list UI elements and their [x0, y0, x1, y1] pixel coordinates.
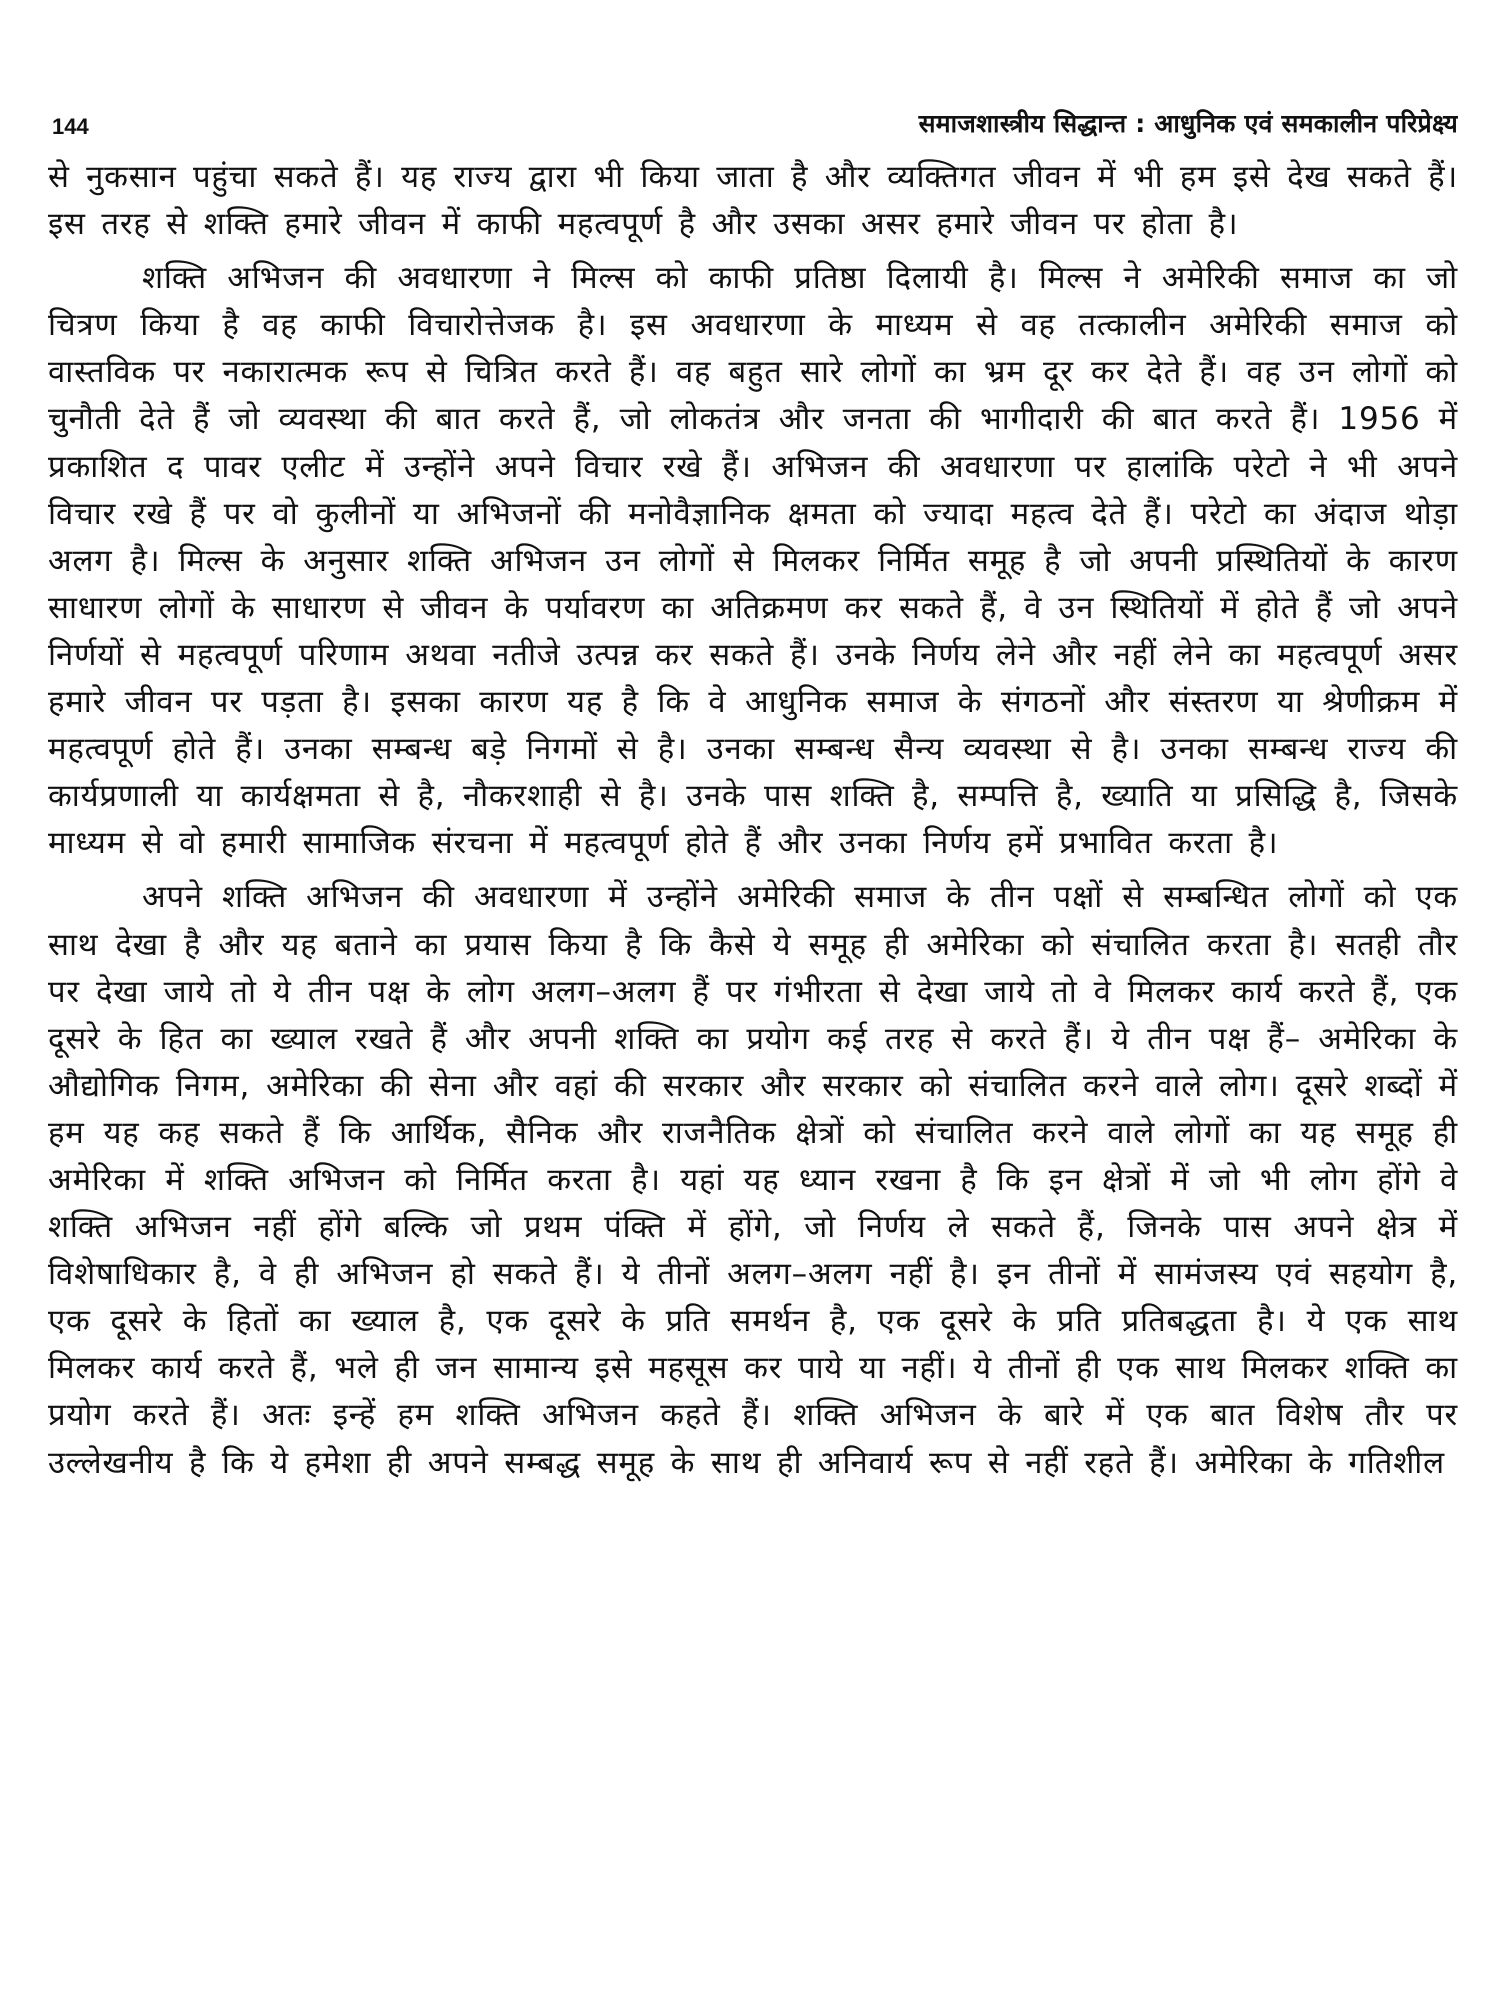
body-text	[48, 154, 1458, 1487]
paragraph-power-elite-concept: शक्ति अभिजन की अवधारणा ने मिल्स को काफी प्रतिष्ठा दिलायी है। मिल्स ने अमेरिकी समाज का जो चित्रण किया है वह काफी विचारोत्तेजक है। इस अवधारणा के माध्यम से वह तत्कालीन अमेरिकी समाज को वास्तविक पर नकारात्मक रूप से चित्रित करते हैं। वह बहुत सारे लोगों का भ्रम दूर कर देते हैं। वह उन लोगों को चुनौती देते हैं जो व्यवस्था की बात करते हैं, जो लोकतंत्र और जनता की भागीदारी की बात करते हैं। 1956 में प्रकाशित द पावर एलीट में उन्होंने अपने विचार रखे हैं। अभिजन की अवधारणा पर हालांकि परेटो ने भी अपने विचार रखे हैं पर वो कुलीनों या अभिजनों की मनोवैज्ञानिक क्षमता को ज्यादा महत्व देते हैं। परेटो का अंदाज थोड़ा अलग है। मिल्स के अनुसार शक्ति अभिजन उन लोगों से मिलकर निर्मित समूह है जो अपनी प्रस्थितियों के कारण साधारण लोगों के साधारण से जीवन के पर्यावरण का अतिक्रमण कर सकते हैं, वे उन स्थितियों में होते हैं जो अपने निर्णयों से महत्वपूर्ण परिणाम अथवा नतीजे उत्पन्न कर सकते हैं। उनके निर्णय लेने और नहीं लेने का महत्वपूर्ण असर हमारे जीवन पर पड़ता है। इसका कारण यह है कि वे आधुनिक समाज के संगठनों और संस्तरण या श्रेणीक्रम में महत्वपूर्ण होते हैं। उनका सम्बन्ध बड़े निगमों से है। उनका सम्बन्ध सैन्य व्यवस्था से है। उनका सम्बन्ध राज्य की कार्यप्रणाली या कार्यक्षमता से है, नौकरशाही से है। उनके पास शक्ति है, सम्पत्ति है, ख्याति या प्रसिद्धि है, जिसके माध्यम से वो हमारी सामाजिक संरचना में महत्वपूर्ण होते हैं और उनका निर्णय हमें प्रभावित करता है।	[48, 260, 1458, 862]
page-number: 144	[52, 114, 89, 139]
paragraph-three-domains: अपने शक्ति अभिजन की अवधारणा में उन्होंने अमेरिकी समाज के तीन पक्षों से सम्बन्धित लोगों को एक साथ देखा है और यह बताने का प्रयास किया है कि कैसे ये समूह ही अमेरिका को संचालित करता है। सतही तौर पर देखा जाये तो ये तीन पक्ष के लोग अलग–अलग हैं पर गंभीरता से देखा जाये तो वे मिलकर कार्य करते हैं, एक दूसरे के हित का ख्याल रखते हैं और अपनी शक्ति का प्रयोग कई तरह से करते हैं। ये तीन पक्ष हैं– अमेरिका के औद्योगिक निगम, अमेरिका की सेना और वहां की सरकार और सरकार को संचालित करने वाले लोग। दूसरे शब्दों में हम यह कह सकते हैं कि आर्थिक, सैनिक और राजनैतिक क्षेत्रों को संचालित करने वाले लोगों का यह समूह ही अमेरिका में शक्ति अभिजन को निर्मित करता है। यहां यह ध्यान रखना है कि इन क्षेत्रों में जो भी लोग होंगे वे शक्ति अभिजन नहीं होंगे बल्कि जो प्रथम पंक्ति में होंगे, जो निर्णय ले सकते हैं, जिनके पास अपने क्षेत्र में विशेषाधिकार है, वे ही अभिजन हो सकते हैं। ये तीनों अलग–अलग नहीं है। इन तीनों में सामंजस्य एवं सहयोग है, एक दूसरे के हितों का ख्याल है, एक दूसरे के प्रति समर्थन है, एक दूसरे के प्रति प्रतिबद्धता है। ये एक साथ मिलकर कार्य करते हैं, भले ही जन सामान्य इसे महसूस कर पाये या नहीं। ये तीनों ही एक साथ मिलकर शक्ति का प्रयोग करते हैं। अतः इन्हें हम शक्ति अभिजन कहते हैं। शक्ति अभिजन के बारे में एक बात विशेष तौर पर उल्लेखनीय है कि ये हमेशा ही अपने सम्बद्ध समूह के साथ ही अनिवार्य रूप से नहीं रहते हैं। अमेरिका के गतिशील	[48, 879, 1458, 1481]
paragraph-continuation: से नुकसान पहुंचा सकते हैं। यह राज्य द्वारा भी किया जाता है और व्यक्तिगत जीवन में भी हम इसे देख सकते हैं। इस तरह से शक्ति हमारे जीवन में काफी महत्वपूर्ण है और उसका असर हमारे जीवन पर होता है।	[48, 159, 1458, 243]
running-header	[48, 100, 1458, 140]
book-page	[48, 100, 1458, 1980]
running-title: समाजशास्त्रीय सिद्धान्त : आधुनिक एवं समकालीन परिप्रेक्ष्य	[918, 109, 1458, 138]
